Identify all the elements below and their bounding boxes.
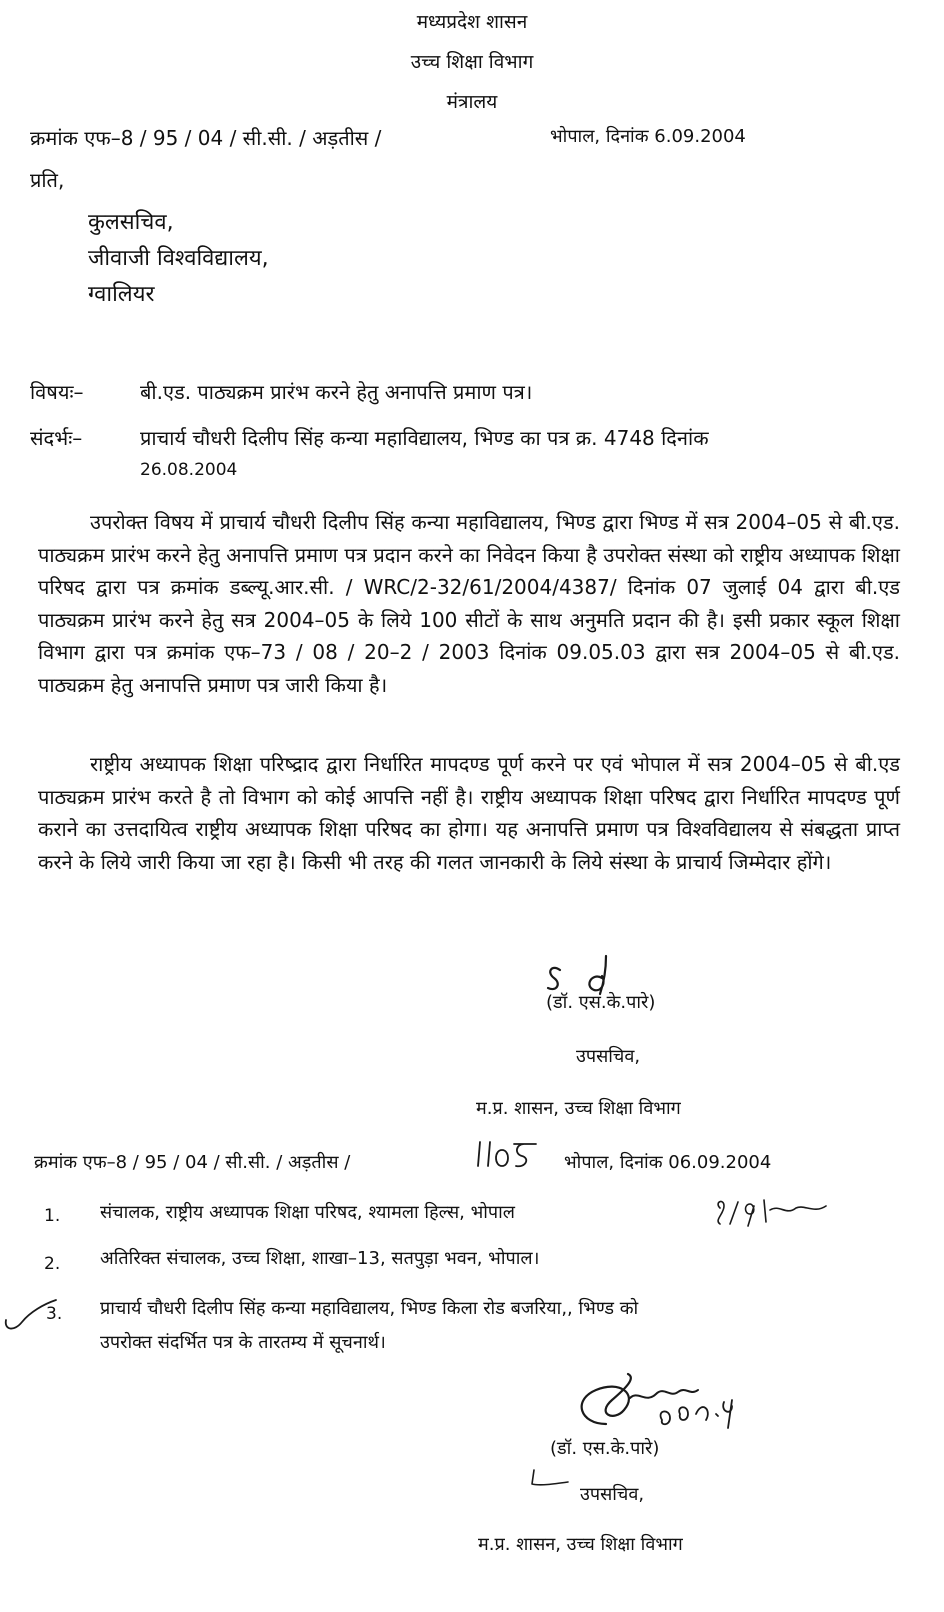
copy-item-3-number: 3.: [46, 1304, 63, 1324]
recipient-line-1: कुलसचिव,: [88, 210, 174, 235]
reference-date: 26.08.2004: [140, 460, 238, 480]
header-line-1: मध्यप्रदेश शासन: [416, 11, 528, 33]
subject-label: विषयः–: [30, 380, 84, 404]
header-line-2: उच्च शिक्षा विभाग: [410, 51, 534, 73]
copy-item-1-number: 1.: [44, 1206, 61, 1226]
copy-item-1-text: संचालक, राष्ट्रीय अध्यापक शिक्षा परिषद, श्यामला हिल्स, भोपाल: [100, 1202, 516, 1223]
handwritten-receipt-mark: [710, 1194, 834, 1230]
prati-label: प्रति,: [30, 168, 65, 192]
subject-text: बी.एड. पाठ्यक्रम प्रारंभ करने हेतु अनापत्ति प्रमाण पत्र।: [140, 380, 533, 404]
copy-item-3-text: प्राचार्य चौधरी दिलीप सिंह कन्या महाविद्यालय, भिण्ड किला रोड बजरिया,, भिण्ड को: [100, 1298, 639, 1319]
place-date-top: भोपाल, दिनांक 6.09.2004: [550, 126, 746, 147]
copy-item-2-text: अतिरिक्त संचालक, उच्च शिक्षा, शाखा–13, सतपुड़ा भवन, भोपाल।: [100, 1248, 540, 1269]
signatory-name-2: (डॉ. एस.के.पारे): [550, 1438, 660, 1459]
signatory-designation-1: उपसचिव,: [576, 1046, 641, 1067]
signatory-office-1: म.प्र. शासन, उच्च शिक्षा विभाग: [476, 1098, 681, 1119]
signatory-designation-2: उपसचिव,: [580, 1484, 645, 1505]
handwritten-signature-2: [566, 1370, 796, 1436]
signatory-office-2: म.प्र. शासन, उच्च शिक्षा विभाग: [478, 1534, 683, 1555]
handwritten-dispatch-number: [474, 1136, 558, 1172]
body-paragraph-1-text: उपरोक्त विषय में प्राचार्य चौधरी दिलीप सिंह कन्या महाविद्यालय, भिण्ड द्वारा भिण्ड में सत्र 2004–05 से बी.एड. पाठ्यक्रम प्रारंभ करने हेतु अनापत्ति प्रमाण पत्र प्रदान करने का निवेदन किया है उपरोक्त संस्था को राष्ट्रीय अध्यापक शिक्षा परिषद द्वारा पत्र क्रमांक डब्ल्यू.आर.सी. / WRC/2-32/61/2004/4387/ दिनांक 07 जुलाई 04 द्वारा बी.एड पाठ्यक्रम प्रारंभ करने हेतु सत्र 2004–05 के लिये 100 सीटों के साथ अनुमति प्रदान की है। इसी प्रकार स्कूल शिक्षा विभाग द्वारा पत्र क्रमांक एफ–73 / 08 / 20–2 / 2003 दिनांक 09.05.03 द्वारा सत्र 2004–05 से बी.एड. पाठ्यक्रम हेतु अनापत्ति प्रमाण पत्र जारी किया है।: [38, 510, 900, 697]
copy-item-2-number: 2.: [44, 1254, 61, 1274]
reference-number-bottom: क्रमांक एफ–8 / 95 / 04 / सी.सी. / अड़तीस /: [34, 1152, 351, 1173]
copy-item-3-text-line-2: उपरोक्त संदर्भित पत्र के तारतम्य में सूचनार्थ।: [100, 1332, 386, 1353]
recipient-line-3: ग्वालियर: [88, 282, 155, 307]
header-line-3: मंत्रालय: [446, 91, 498, 113]
body-paragraph-2-text: राष्ट्रीय अध्यापक शिक्षा परिष्द्राद द्वारा निर्धारित मापदण्ड पूर्ण करने पर एवं भोपाल में सत्र 2004–05 से बी.एड पाठ्यक्रम प्रारंभ करते है तो विभाग को कोई आपत्ति नहीं है। राष्ट्रीय अध्यापक शिक्षा परिषद द्वारा निर्धारित मापदण्ड पूर्ण कराने का उत्तदायित्व राष्ट्रीय अध्यापक शिक्षा परिषद का होगा। यह अनापत्ति प्रमाण पत्र विश्वविद्यालय से संबद्धता प्राप्त करने के लिये जारी किया जा रहा है। किसी भी तरह की गलत जानकारी के लिये संस्था के प्राचार्य जिम्मेदार होंगे।: [38, 752, 900, 874]
body-paragraph-1: [38, 506, 900, 701]
reference-label: संदर्भः–: [30, 426, 83, 450]
signatory-name-1: (डॉ. एस.के.पारे): [546, 992, 656, 1013]
reference-number-top: क्रमांक एफ–8 / 95 / 04 / सी.सी. / अड़तीस /: [30, 126, 382, 150]
place-date-bottom: भोपाल, दिनांक 06.09.2004: [564, 1152, 772, 1173]
recipient-line-2: जीवाजी विश्वविद्यालय,: [88, 246, 269, 271]
handwritten-stroke: [524, 1466, 574, 1490]
body-paragraph-2: [38, 748, 900, 878]
reference-text: प्राचार्य चौधरी दिलीप सिंह कन्या महाविद्यालय, भिण्ड का पत्र क्र. 4748 दिनांक: [140, 426, 709, 450]
